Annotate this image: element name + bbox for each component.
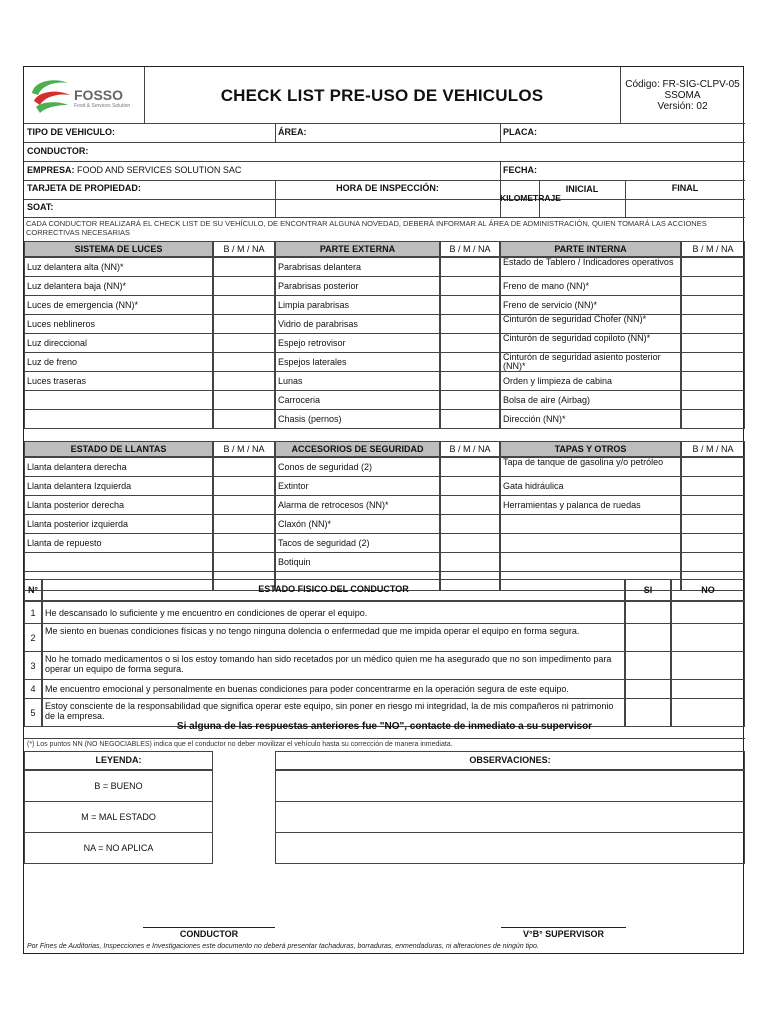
bmna-input[interactable]	[681, 276, 745, 296]
checklist-item	[500, 314, 681, 334]
bmna-input[interactable]	[213, 390, 275, 410]
checklist-item-label: Claxón (NN)*	[278, 519, 332, 529]
checklist-item	[500, 457, 681, 477]
observaciones-header	[275, 751, 745, 770]
bmna-input[interactable]	[681, 409, 745, 429]
si-checkbox[interactable]	[625, 679, 671, 699]
label-tipo-vehiculo: TIPO DE VEHICULO:	[27, 127, 116, 137]
area-input[interactable]	[314, 124, 499, 142]
checklist-item	[24, 409, 213, 429]
fisico-question	[42, 623, 625, 652]
section-title: SISTEMA DE LUCES	[74, 244, 163, 254]
leyenda-title: LEYENDA:	[95, 755, 142, 765]
checklist-item-label: Alarma de retrocesos (NN)*	[278, 500, 389, 510]
bmna-input[interactable]	[213, 276, 275, 296]
checklist-item	[275, 352, 440, 372]
doc-version: Versión: 02	[657, 101, 708, 112]
label-placa: PLACA:	[503, 127, 537, 137]
bmna-header	[213, 441, 275, 457]
fisico-question-text: Me siento en buenas condiciones físicas y no tengo ninguna dolencia o enfermedad que me impida operar el equipo en forma segura.	[45, 626, 580, 636]
checklist-item	[500, 257, 681, 277]
checklist-item	[500, 390, 681, 410]
checklist-item-label: Orden y limpieza de cabina	[503, 376, 613, 386]
checklist-item-label: Espejo retrovisor	[278, 338, 346, 348]
company-logo	[28, 75, 140, 117]
row-number-cell	[24, 623, 42, 652]
checklist-item	[500, 333, 681, 353]
bmna-input[interactable]	[681, 352, 745, 372]
checklist-item	[275, 295, 440, 315]
row-number: 1	[30, 607, 36, 618]
label-fecha: FECHA:	[503, 165, 537, 175]
bmna-label: B / M / NA	[692, 444, 734, 454]
row-number: 5	[30, 707, 36, 718]
checklist-item-label: Luz de freno	[27, 357, 78, 367]
bmna-label: B / M / NA	[223, 444, 265, 454]
n-label: N°	[27, 585, 39, 595]
checklist-item-label: Botiquin	[278, 557, 311, 567]
checklist-item-label: Tapa de tanque de gasolina y/o petróleo	[503, 457, 664, 467]
section-title: PARTE INTERNA	[554, 244, 627, 254]
supervisor-signature-line[interactable]	[501, 927, 626, 928]
checklist-item	[500, 295, 681, 315]
si-label: SI	[643, 585, 653, 595]
bmna-input[interactable]	[213, 514, 275, 534]
checklist-item-label: Bolsa de aire (Airbag)	[503, 395, 591, 405]
checklist-item	[500, 371, 681, 391]
checklist-item	[500, 409, 681, 429]
bmna-input[interactable]	[681, 295, 745, 315]
row-number: 3	[30, 660, 36, 671]
conductor-signature-line[interactable]	[143, 927, 275, 928]
si-checkbox[interactable]	[625, 651, 671, 680]
checklist-item-label: Llanta de repuesto	[27, 538, 102, 548]
checklist-item	[500, 533, 681, 553]
bmna-input[interactable]	[681, 457, 745, 477]
bmna-input[interactable]	[213, 533, 275, 553]
row-number-cell	[24, 601, 42, 624]
placa-input[interactable]	[544, 124, 744, 142]
fisico-question	[42, 601, 625, 624]
si-header	[625, 579, 671, 601]
checklist-item-label: Llanta delantera Izquierda	[27, 481, 132, 491]
row-number: 2	[30, 632, 36, 643]
form-page	[23, 66, 744, 954]
checklist-item-label: Conos de seguridad (2)	[278, 462, 373, 472]
no-checkbox[interactable]	[671, 679, 745, 699]
row-number-cell	[24, 651, 42, 680]
section-title: PARTE EXTERNA	[319, 244, 396, 254]
checklist-item	[24, 333, 213, 353]
checklist-item	[500, 514, 681, 534]
leyenda-item	[24, 801, 213, 833]
leyenda-m: M = MAL ESTADO	[81, 812, 156, 822]
observaciones-line[interactable]	[275, 801, 745, 833]
bmna-input[interactable]	[440, 257, 500, 277]
logo-swoosh-icon	[28, 75, 74, 117]
bmna-input[interactable]	[440, 371, 500, 391]
checklist-item-label: Vidrio de parabrisas	[278, 319, 358, 329]
bmna-input[interactable]	[213, 457, 275, 477]
fisico-question-text: Me encuentro emocional y personalmente en buenas condiciones para poder concentrarme en la operación segura de este equipo.	[45, 684, 569, 694]
checklist-item	[24, 390, 213, 410]
leyenda-b: B = BUENO	[94, 781, 143, 791]
label-conductor: CONDUCTOR:	[27, 146, 89, 156]
fisico-question-text: Estoy consciente de la responsabilidad que significa operar este equipo, sin poner en riesgo mi integridad, la de mis compañeros ni patrimonio de la empresa.	[45, 701, 614, 721]
conductor-input[interactable]	[94, 142, 744, 161]
section1-col3-header	[500, 241, 681, 257]
checklist-item	[24, 352, 213, 372]
section2-col3-header	[500, 441, 681, 457]
bmna-input[interactable]	[681, 371, 745, 391]
checklist-item	[275, 314, 440, 334]
bmna-input[interactable]	[440, 333, 500, 353]
checklist-item	[275, 457, 440, 477]
bmna-input[interactable]	[440, 409, 500, 429]
checklist-item	[500, 495, 681, 515]
checklist-item	[24, 457, 213, 477]
no-checkbox[interactable]	[671, 651, 745, 680]
bmna-input[interactable]	[213, 495, 275, 515]
bmna-input[interactable]	[213, 552, 275, 572]
bmna-input[interactable]	[440, 352, 500, 372]
fisico-question	[42, 679, 625, 699]
km-inicial-input[interactable]	[539, 199, 625, 217]
checklist-item-label: Extintor	[278, 481, 309, 491]
bmna-input[interactable]	[681, 514, 745, 534]
checklist-item-label: Espejos laterales	[278, 357, 347, 367]
checklist-item	[275, 514, 440, 534]
n-header	[24, 579, 42, 601]
label-final: FINAL	[671, 183, 699, 193]
bmna-input[interactable]	[440, 295, 500, 315]
leyenda-header	[24, 751, 213, 770]
bmna-input[interactable]	[681, 552, 745, 572]
bmna-input[interactable]	[681, 495, 745, 515]
checklist-item-label: Lunas	[278, 376, 303, 386]
bmna-input[interactable]	[681, 257, 745, 277]
label-empresa	[27, 165, 241, 176]
observaciones-line[interactable]	[275, 770, 745, 802]
bmna-input[interactable]	[681, 314, 745, 334]
empresa-label: EMPRESA:	[27, 165, 75, 175]
checklist-item	[24, 276, 213, 296]
bmna-label: B / M / NA	[449, 444, 491, 454]
checklist-item	[24, 533, 213, 553]
supervisor-signature-label: V°B° SUPERVISOR	[522, 929, 605, 939]
bmna-input[interactable]	[440, 457, 500, 477]
fisico-title: ESTADO FISICO DEL CONDUCTOR	[258, 584, 409, 594]
no-checkbox[interactable]	[671, 601, 745, 624]
checklist-item-label: Freno de servicio (NN)*	[503, 300, 598, 310]
checklist-item	[275, 533, 440, 553]
checklist-item-label: Limpia parabrisas	[278, 300, 350, 310]
checklist-item-label: Llanta posterior derecha	[27, 500, 125, 510]
checklist-item	[500, 552, 681, 572]
checklist-item	[275, 495, 440, 515]
observaciones-title: OBSERVACIONES:	[469, 755, 551, 765]
bmna-input[interactable]	[440, 533, 500, 553]
label-hora: HORA DE INSPECCIÓN:	[336, 183, 439, 193]
checklist-item	[24, 295, 213, 315]
footer-disclaimer: Por Fines de Auditorias, Inspecciones e Investigaciones este documento no deberá presentar tachaduras, borraduras, enmendaduras, ni alteraciones de ningún tipo.	[27, 943, 539, 950]
checklist-item-label: Cinturón de seguridad Chofer (NN)*	[503, 314, 647, 324]
section1-col2-header	[275, 241, 440, 257]
checklist-item-label: Luces traseras	[27, 376, 87, 386]
section2-col2-header	[275, 441, 440, 457]
checklist-item	[24, 314, 213, 334]
checklist-item-label: Herramientas y palanca de ruedas	[503, 500, 641, 510]
page-title: CHECK LIST PRE-USO DE VEHICULOS	[220, 86, 544, 105]
checklist-item-label: Luz direccional	[27, 338, 88, 348]
conductor-signature-label: CONDUCTOR	[179, 929, 239, 939]
bmna-input[interactable]	[681, 390, 745, 410]
checklist-item-label: Dirección (NN)*	[503, 414, 566, 424]
checklist-item-label: Luz delantera alta (NN)*	[27, 262, 124, 272]
supervisor-warning: Si alguna de las respuestas anteriores fue "NO", contacte de inmediato a su supervisor	[176, 721, 593, 732]
checklist-item	[24, 257, 213, 277]
label-area: ÁREA:	[278, 127, 307, 137]
checklist-item-label: Luces de emergencia (NN)*	[27, 300, 139, 310]
checklist-item	[500, 276, 681, 296]
checklist-item	[500, 476, 681, 496]
bmna-header	[440, 441, 500, 457]
checklist-item	[24, 514, 213, 534]
label-inicial: INICIAL	[565, 184, 599, 194]
bmna-input[interactable]	[213, 257, 275, 277]
checklist-item	[275, 276, 440, 296]
tipo-vehiculo-input[interactable]	[124, 124, 274, 142]
no-label: NO	[701, 585, 715, 595]
label-soat: SOAT:	[27, 202, 54, 212]
checklist-item-label: Estado de Tablero / Indicadores operativos	[503, 257, 674, 267]
bmna-input[interactable]	[213, 314, 275, 334]
section-title: ACCESORIOS DE SEGURIDAD	[291, 444, 424, 454]
bmna-input[interactable]	[440, 476, 500, 496]
observaciones-line[interactable]	[275, 832, 745, 864]
checklist-item	[24, 552, 213, 572]
bmna-input[interactable]	[681, 333, 745, 353]
fisico-question	[42, 651, 625, 680]
doc-area: SSOMA	[664, 90, 701, 101]
checklist-item-label: Llanta posterior izquierda	[27, 519, 129, 529]
checklist-item-label: Freno de mano (NN)*	[503, 281, 590, 291]
bmna-input[interactable]	[440, 514, 500, 534]
checklist-item	[24, 476, 213, 496]
label-tarjeta: TARJETA DE PROPIEDAD:	[27, 183, 141, 193]
checklist-item-label: Chasis (pernos)	[278, 414, 342, 424]
checklist-item	[275, 371, 440, 391]
checklist-item-label: Tacos de seguridad (2)	[278, 538, 370, 548]
bmna-input[interactable]	[440, 276, 500, 296]
checklist-item-label: Luces neblineros	[27, 319, 96, 329]
bmna-input[interactable]	[440, 495, 500, 515]
bmna-input[interactable]	[213, 352, 275, 372]
row-number-cell	[24, 679, 42, 699]
bmna-input[interactable]	[681, 476, 745, 496]
leyenda-item	[24, 770, 213, 802]
bmna-header	[681, 441, 745, 457]
checklist-item	[24, 371, 213, 391]
bmna-input[interactable]	[213, 295, 275, 315]
bmna-input[interactable]	[213, 409, 275, 429]
section1-col1-header	[24, 241, 213, 257]
si-checkbox[interactable]	[625, 623, 671, 652]
fecha-input[interactable]	[544, 161, 744, 180]
empresa-value: FOOD AND SERVICES SOLUTION SAC	[77, 165, 242, 175]
no-checkbox[interactable]	[671, 623, 745, 652]
checklist-item-label: Parabrisas posterior	[278, 281, 359, 291]
checklist-item	[275, 257, 440, 277]
bmna-input[interactable]	[213, 333, 275, 353]
bmna-input[interactable]	[440, 390, 500, 410]
checklist-item	[500, 352, 681, 372]
bmna-input[interactable]	[681, 533, 745, 553]
row-number: 4	[30, 684, 36, 694]
km-final-input[interactable]	[625, 199, 745, 217]
fisico-question-text: He descansado lo suficiente y me encuentro en condiciones de operar el equipo.	[45, 607, 368, 618]
bmna-header	[213, 241, 275, 257]
bmna-label: B / M / NA	[692, 244, 734, 254]
checklist-item	[275, 552, 440, 572]
logo-name: FOSSO	[74, 87, 124, 103]
section-title: TAPAS Y OTROS	[554, 444, 627, 454]
bmna-input[interactable]	[440, 552, 500, 572]
checklist-item	[275, 333, 440, 353]
checklist-item-label: Parabrisas delantera	[278, 262, 362, 272]
section-title: ESTADO DE LLANTAS	[70, 444, 167, 454]
checklist-item-label: Luz delantera baja (NN)*	[27, 281, 127, 291]
checklist-item	[24, 495, 213, 515]
checklist-item-label: Llanta delantera derecha	[27, 462, 127, 472]
no-header	[671, 579, 745, 601]
bmna-input[interactable]	[440, 314, 500, 334]
checklist-item	[275, 390, 440, 410]
fisico-header	[42, 579, 625, 601]
bmna-input[interactable]	[213, 476, 275, 496]
checklist-item-label: Cinturón de seguridad asiento posterior (NN)*	[503, 352, 661, 371]
fisico-question-text: No he tomado medicamentos o si los estoy tomando han sido recetados por un médico quien me ha asegurado que no son impedimento para operar un equipo de forma segura.	[45, 654, 612, 674]
tarjeta-input[interactable]	[24, 199, 275, 217]
checklist-item	[275, 409, 440, 429]
checklist-item-label: Cinturón de seguridad copiloto (NN)*	[503, 333, 651, 343]
label-kilometraje: KILOMETRAJE	[500, 193, 561, 203]
bmna-header	[681, 241, 745, 257]
bmna-input[interactable]	[213, 371, 275, 391]
bmna-label: B / M / NA	[449, 244, 491, 254]
doc-code: Código: FR-SIG-CLPV-05	[625, 79, 740, 90]
si-checkbox[interactable]	[625, 601, 671, 624]
leyenda-na: NA = NO APLICA	[83, 843, 154, 853]
checklist-item-label: Gata hidráulica	[503, 481, 564, 491]
logo-subtitle: Food & Services Solution	[74, 103, 131, 109]
bmna-label: B / M / NA	[223, 244, 265, 254]
nn-note: (*) Los puntos NN (NO NEGOCIABLES) indica que el conductor no deber movilizar el vehículo hasta su corrección de manera inmediata.	[27, 741, 453, 748]
checklist-item	[275, 476, 440, 496]
bmna-header	[440, 241, 500, 257]
leyenda-item	[24, 832, 213, 864]
checklist-item-label: Carroceria	[278, 395, 321, 405]
notice-text: CADA CONDUCTOR REALIZARÁ EL CHECK LIST DE SU VEHÍCULO, DE ENCONTRAR ALGUNA NOVEDAD, DEBERÁ INFORMAR AL ÁREA DE ADMINISTRACIÓN, QUIEN TOMARÁ LAS ACCIONES CORRECTIVAS NECESARIAS	[26, 219, 707, 237]
hora-input[interactable]	[275, 199, 500, 217]
section2-col1-header	[24, 441, 213, 457]
